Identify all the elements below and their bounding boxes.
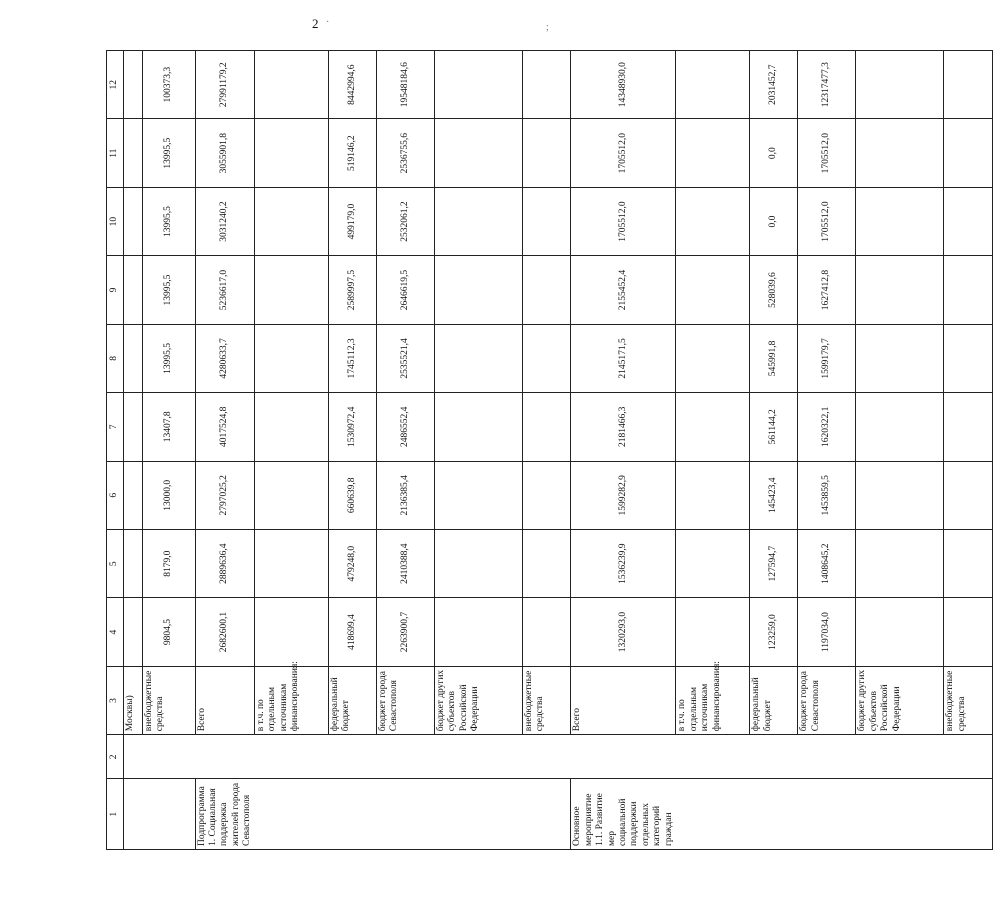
measure-name-cell xyxy=(434,779,522,850)
measure-name-cell xyxy=(798,779,856,850)
value-cell-col-4: 2263900,7 xyxy=(376,598,434,666)
measure-name-cell xyxy=(676,779,750,850)
value-cell-col-12: 27991179,2 xyxy=(195,51,254,119)
funding-source-cell: бюджет города Севастополя xyxy=(376,666,434,734)
value-cell-col-6 xyxy=(944,461,993,529)
executor-cell xyxy=(522,735,571,779)
value-cell-col-11: 0,0 xyxy=(750,119,798,187)
value-cell-col-12: 14348930,0 xyxy=(571,51,676,119)
executor-cell xyxy=(195,735,254,779)
value-cell-col-7 xyxy=(522,393,571,461)
column-header-4: 4 xyxy=(107,598,124,666)
column-header-5: 5 xyxy=(107,529,124,597)
value-cell-col-7 xyxy=(434,393,522,461)
value-cell-col-4: 2682600,1 xyxy=(195,598,254,666)
value-cell-col-5: 8179,0 xyxy=(143,529,196,597)
value-cell-col-8 xyxy=(522,324,571,392)
measure-name-cell xyxy=(522,779,571,850)
value-cell-col-11 xyxy=(944,119,993,187)
measure-name-cell xyxy=(143,779,196,850)
page-number: 2 xyxy=(312,16,319,31)
table-row xyxy=(254,51,328,850)
empty-cell xyxy=(124,51,143,119)
value-cell-col-10: 13995,5 xyxy=(143,187,196,255)
value-cell-col-9: 2646619,5 xyxy=(376,256,434,324)
table-row xyxy=(143,51,196,850)
funding-source-cell: федеральный бюджет xyxy=(750,666,798,734)
value-cell-col-6: 1453859,5 xyxy=(798,461,856,529)
value-cell-col-9: 2155452,4 xyxy=(571,256,676,324)
value-cell-col-7: 2486552,4 xyxy=(376,393,434,461)
value-cell-col-9: 2589997,5 xyxy=(328,256,376,324)
value-cell-col-8 xyxy=(676,324,750,392)
value-cell-col-7 xyxy=(676,393,750,461)
scan-mark-top: · xyxy=(326,17,330,28)
table-row xyxy=(434,51,522,850)
value-cell-col-10 xyxy=(944,187,993,255)
value-cell-col-7: 1530972,4 xyxy=(328,393,376,461)
measure-name-cell: Подпрограмма 1. Социальная поддержка жителей города Севастополя xyxy=(195,779,254,850)
funding-source-cell: бюджет города Севастополя xyxy=(798,666,856,734)
value-cell-col-11: 1705512,0 xyxy=(571,119,676,187)
value-cell-col-10: 499179,0 xyxy=(328,187,376,255)
executor-cell xyxy=(143,735,196,779)
value-cell-col-4: 9804,5 xyxy=(143,598,196,666)
value-cell-col-9: 5236617,0 xyxy=(195,256,254,324)
value-cell-col-9 xyxy=(522,256,571,324)
value-cell-col-7: 13407,8 xyxy=(143,393,196,461)
value-cell-col-12 xyxy=(254,51,328,119)
column-header-8: 8 xyxy=(107,324,124,392)
funding-source-cell: бюджет других субъектов Российской Федерации xyxy=(856,666,944,734)
column-header-7: 7 xyxy=(107,393,124,461)
value-cell-col-6: 2797025,2 xyxy=(195,461,254,529)
value-cell-col-9: 13995,5 xyxy=(143,256,196,324)
value-cell-col-12: 100373,3 xyxy=(143,51,196,119)
value-cell-col-6: 13000,0 xyxy=(143,461,196,529)
executor-cell xyxy=(254,735,328,779)
value-cell-col-5: 1408645,2 xyxy=(798,529,856,597)
value-cell-col-5 xyxy=(944,529,993,597)
value-cell-col-7: 2181466,3 xyxy=(571,393,676,461)
table-row xyxy=(328,51,376,850)
value-cell-col-9: 528039,6 xyxy=(750,256,798,324)
measure-name-cell xyxy=(944,779,993,850)
rotated-table-container xyxy=(106,50,967,850)
column-header-10: 10 xyxy=(107,187,124,255)
value-cell-col-7 xyxy=(856,393,944,461)
empty-cell xyxy=(124,324,143,392)
value-cell-col-6 xyxy=(434,461,522,529)
empty-cell xyxy=(124,393,143,461)
table-row xyxy=(571,51,676,850)
measure-name-cell xyxy=(750,779,798,850)
value-cell-col-9 xyxy=(254,256,328,324)
value-cell-col-12 xyxy=(944,51,993,119)
value-cell-col-4: 123259,0 xyxy=(750,598,798,666)
table-row xyxy=(750,51,798,850)
carry-over-text: Москвы) xyxy=(124,666,143,734)
value-cell-col-10 xyxy=(434,187,522,255)
value-cell-col-6: 2136385,4 xyxy=(376,461,434,529)
value-cell-col-6 xyxy=(254,461,328,529)
table-row xyxy=(522,51,571,850)
value-cell-col-5: 2410388,4 xyxy=(376,529,434,597)
value-cell-col-8: 1599179,7 xyxy=(798,324,856,392)
value-cell-col-12: 12317477,3 xyxy=(798,51,856,119)
value-cell-col-12: 2031452,7 xyxy=(750,51,798,119)
funding-source-cell: Всего xyxy=(195,666,254,734)
value-cell-col-11 xyxy=(434,119,522,187)
measure-name-cell xyxy=(328,779,376,850)
measure-name-cell xyxy=(254,779,328,850)
value-cell-col-5: 479248,0 xyxy=(328,529,376,597)
funding-source-cell: Всего xyxy=(571,666,676,734)
funding-source-cell: в т.ч. по отдельным источникам финансирования: xyxy=(254,666,328,734)
value-cell-col-7: 561144,2 xyxy=(750,393,798,461)
executor-cell xyxy=(798,735,856,779)
value-cell-col-12 xyxy=(522,51,571,119)
value-cell-col-11: 2536755,6 xyxy=(376,119,434,187)
value-cell-col-4 xyxy=(676,598,750,666)
value-cell-col-10 xyxy=(676,187,750,255)
value-cell-col-12 xyxy=(856,51,944,119)
empty-cell xyxy=(124,187,143,255)
value-cell-col-12 xyxy=(434,51,522,119)
table-row xyxy=(856,51,944,850)
column-header-1: 1 xyxy=(107,779,124,850)
value-cell-col-4 xyxy=(522,598,571,666)
value-cell-col-10: 0,0 xyxy=(750,187,798,255)
value-cell-col-8: 13995,5 xyxy=(143,324,196,392)
value-cell-col-8 xyxy=(434,324,522,392)
empty-cell xyxy=(124,119,143,187)
value-cell-col-5 xyxy=(434,529,522,597)
value-cell-col-12: 19548184,6 xyxy=(376,51,434,119)
value-cell-col-8: 2535521,4 xyxy=(376,324,434,392)
executor-cell xyxy=(750,735,798,779)
value-cell-col-4 xyxy=(856,598,944,666)
table-row xyxy=(676,51,750,850)
budget-table xyxy=(106,50,993,850)
executor-cell xyxy=(376,735,434,779)
executor-cell xyxy=(676,735,750,779)
value-cell-col-9 xyxy=(944,256,993,324)
value-cell-col-11: 3055901,8 xyxy=(195,119,254,187)
empty-cell xyxy=(124,598,143,666)
value-cell-col-12: 8442994,6 xyxy=(328,51,376,119)
value-cell-col-6 xyxy=(522,461,571,529)
funding-source-cell: внебюджетные средства xyxy=(522,666,571,734)
value-cell-col-7 xyxy=(944,393,993,461)
value-cell-col-6: 660639,8 xyxy=(328,461,376,529)
carry-over-row xyxy=(124,51,143,850)
value-cell-col-11 xyxy=(856,119,944,187)
value-cell-col-5: 2889636,4 xyxy=(195,529,254,597)
column-header-11: 11 xyxy=(107,119,124,187)
measure-name-cell xyxy=(376,779,434,850)
empty-cell xyxy=(124,529,143,597)
value-cell-col-7: 1620322,1 xyxy=(798,393,856,461)
value-cell-col-10 xyxy=(522,187,571,255)
table-row xyxy=(376,51,434,850)
value-cell-col-8 xyxy=(944,324,993,392)
value-cell-col-9 xyxy=(434,256,522,324)
value-cell-col-10 xyxy=(856,187,944,255)
value-cell-col-11 xyxy=(676,119,750,187)
value-cell-col-9: 1627412,8 xyxy=(798,256,856,324)
value-cell-col-11 xyxy=(522,119,571,187)
value-cell-col-8 xyxy=(856,324,944,392)
value-cell-col-7: 4017524,8 xyxy=(195,393,254,461)
value-cell-col-8 xyxy=(254,324,328,392)
table-row xyxy=(798,51,856,850)
executor-cell xyxy=(944,735,993,779)
value-cell-col-6 xyxy=(856,461,944,529)
value-cell-col-5 xyxy=(254,529,328,597)
empty-cell xyxy=(124,735,143,779)
value-cell-col-6: 145423,4 xyxy=(750,461,798,529)
value-cell-col-6: 1599282,9 xyxy=(571,461,676,529)
value-cell-col-4 xyxy=(944,598,993,666)
value-cell-col-5 xyxy=(676,529,750,597)
measure-name-cell: Основное мероприятие 1.1. Развитие мер социальной поддержки отдельных категорий граждан xyxy=(571,779,676,850)
scan-mark-right: ; xyxy=(546,22,549,33)
value-cell-col-8: 4280633,7 xyxy=(195,324,254,392)
value-cell-col-4: 1197034,0 xyxy=(798,598,856,666)
column-header-6: 6 xyxy=(107,461,124,529)
executor-cell xyxy=(856,735,944,779)
executor-cell xyxy=(328,735,376,779)
value-cell-col-5: 1536239,9 xyxy=(571,529,676,597)
value-cell-col-10: 2532061,2 xyxy=(376,187,434,255)
executor-cell xyxy=(434,735,522,779)
value-cell-col-9 xyxy=(856,256,944,324)
value-cell-col-8: 2145171,5 xyxy=(571,324,676,392)
value-cell-col-11: 1705512,0 xyxy=(798,119,856,187)
value-cell-col-4 xyxy=(254,598,328,666)
header-row xyxy=(107,51,124,850)
empty-cell xyxy=(124,779,143,850)
empty-cell xyxy=(124,461,143,529)
funding-source-cell: в т.ч. по отдельным источникам финансирования: xyxy=(676,666,750,734)
value-cell-col-4 xyxy=(434,598,522,666)
value-cell-col-6 xyxy=(676,461,750,529)
value-cell-col-5 xyxy=(522,529,571,597)
measure-name-cell xyxy=(856,779,944,850)
value-cell-col-12 xyxy=(676,51,750,119)
table-row xyxy=(195,51,254,850)
value-cell-col-8: 545991,8 xyxy=(750,324,798,392)
column-header-3: 3 xyxy=(107,666,124,734)
column-header-9: 9 xyxy=(107,256,124,324)
value-cell-col-11: 519146,2 xyxy=(328,119,376,187)
funding-source-cell: федеральный бюджет xyxy=(328,666,376,734)
empty-cell xyxy=(124,256,143,324)
value-cell-col-7 xyxy=(254,393,328,461)
funding-source-cell: бюджет других субъектов Российской Федерации xyxy=(434,666,522,734)
value-cell-col-4: 418699,4 xyxy=(328,598,376,666)
value-cell-col-8: 1745112,3 xyxy=(328,324,376,392)
value-cell-col-10: 1705512,0 xyxy=(798,187,856,255)
value-cell-col-5: 127594,7 xyxy=(750,529,798,597)
value-cell-col-9 xyxy=(676,256,750,324)
column-header-2: 2 xyxy=(107,735,124,779)
funding-source-cell: внебюджетные средства xyxy=(143,666,196,734)
table-row xyxy=(944,51,993,850)
value-cell-col-11 xyxy=(254,119,328,187)
value-cell-col-4: 1320293,0 xyxy=(571,598,676,666)
value-cell-col-10 xyxy=(254,187,328,255)
executor-cell xyxy=(571,735,676,779)
value-cell-col-11: 13995,5 xyxy=(143,119,196,187)
value-cell-col-5 xyxy=(856,529,944,597)
value-cell-col-10: 1705512,0 xyxy=(571,187,676,255)
column-header-12: 12 xyxy=(107,51,124,119)
value-cell-col-10: 3031240,2 xyxy=(195,187,254,255)
funding-source-cell: внебюджетные средства xyxy=(944,666,993,734)
